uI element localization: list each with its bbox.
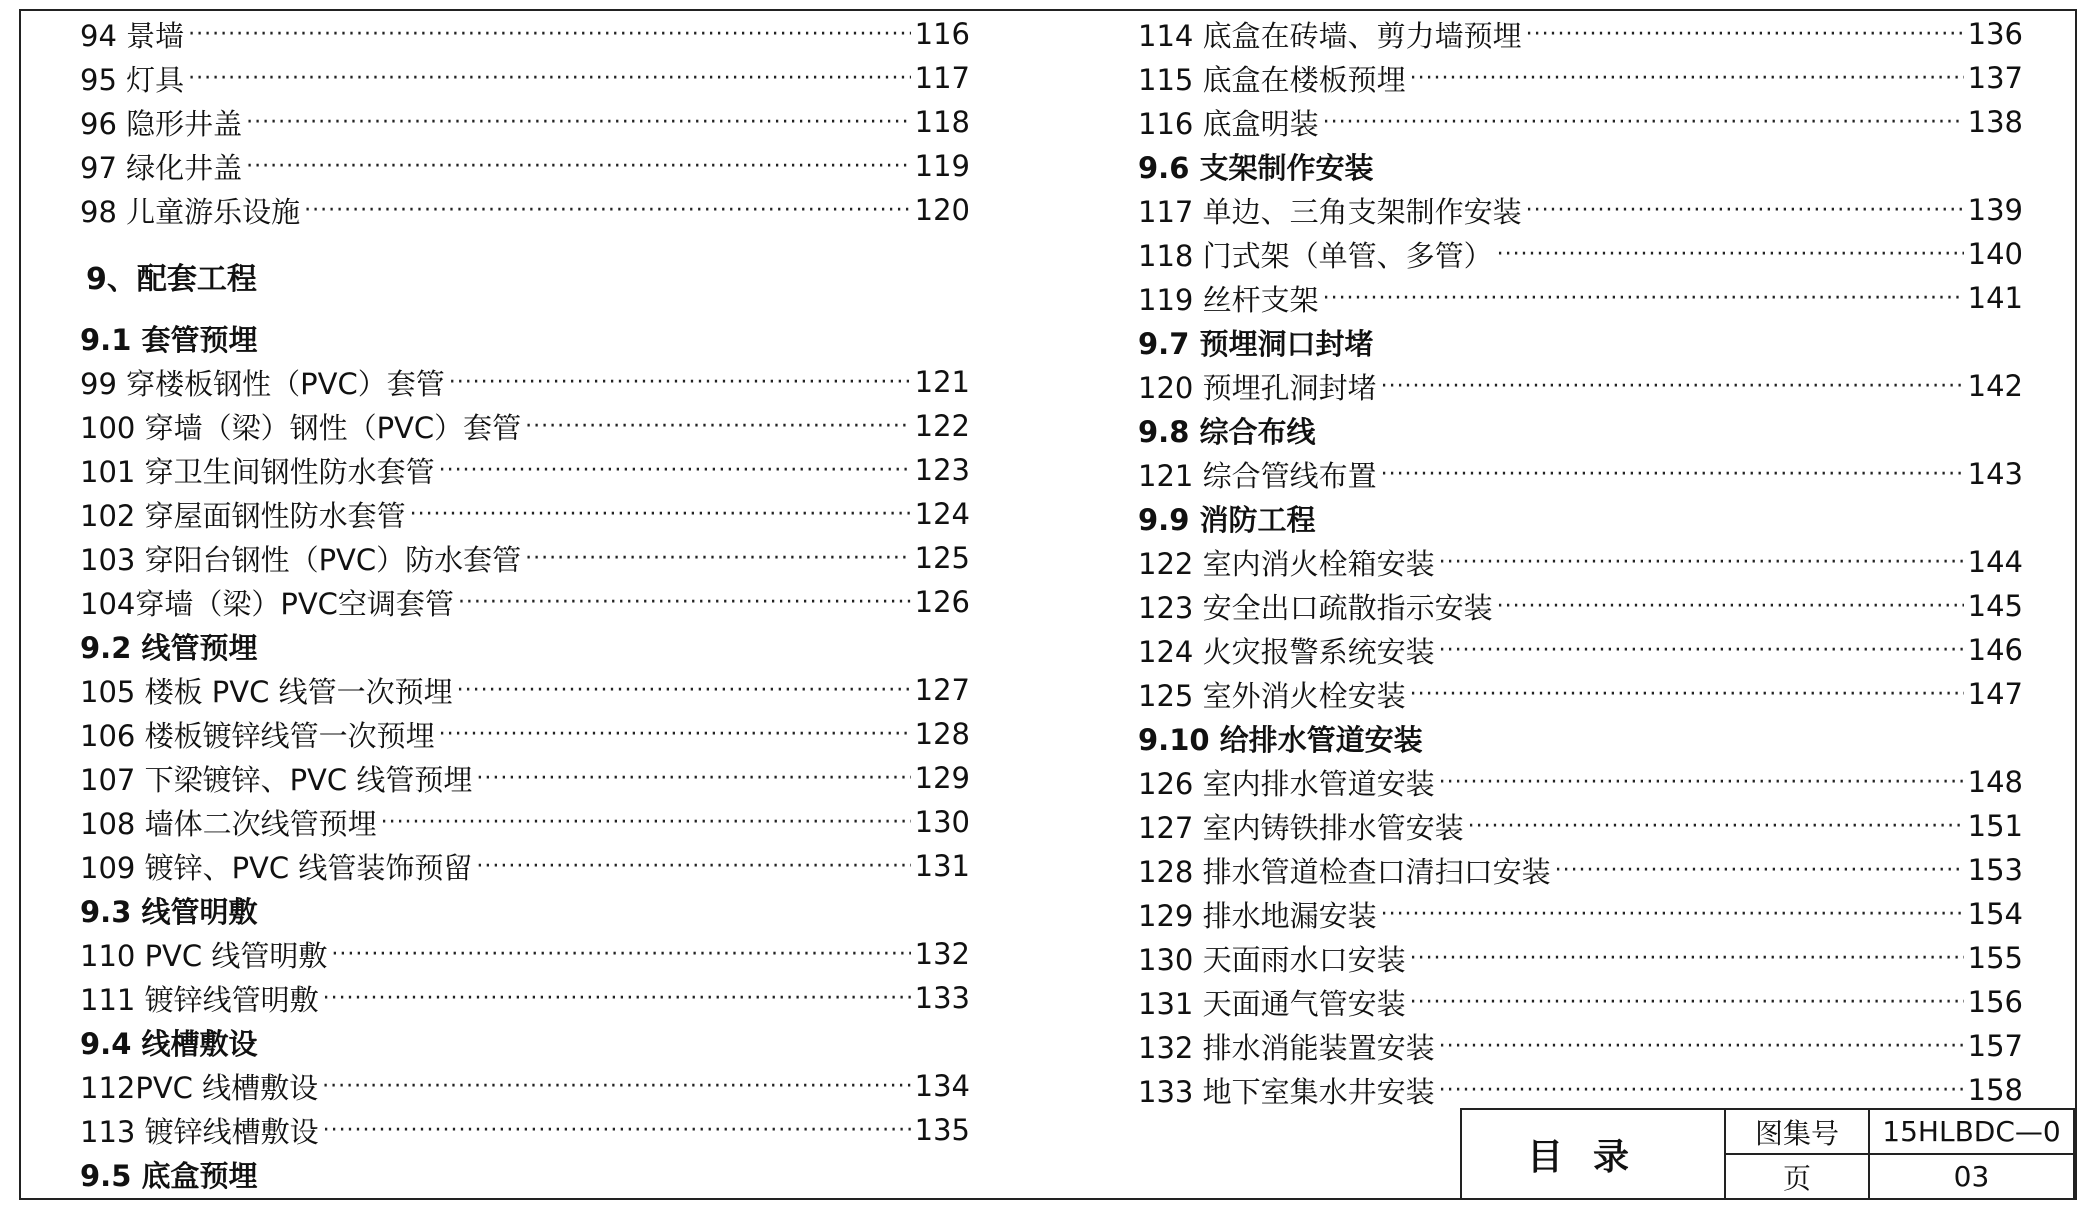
toc-leader-dots — [458, 590, 911, 615]
toc-entry-title: 108 墙体二次线管预埋 — [80, 806, 377, 841]
toc-entry[interactable] — [80, 1110, 970, 1150]
toc-entry-page: 119 — [914, 149, 970, 183]
toc-leader-dots — [1439, 638, 1964, 663]
toc-entry-title: 115 底盒在楼板预埋 — [1138, 62, 1406, 97]
toc-entry-page: 158 — [1967, 1073, 2023, 1107]
toc-entry-page: 132 — [914, 937, 970, 971]
toc-leader-dots — [304, 198, 911, 223]
toc-leader-dots — [1526, 22, 1964, 47]
toc-leader-dots — [525, 414, 910, 439]
toc-leader-dots — [1410, 990, 1964, 1015]
toc-entry-title: 104穿墙（梁）PVC空调套管 — [80, 586, 454, 621]
toc-leader-dots — [525, 546, 910, 571]
toc-entry-page: 129 — [914, 761, 970, 795]
toc-leader-dots — [188, 22, 911, 47]
toc-entry-title: 126 室内排水管道安装 — [1138, 766, 1435, 801]
chapter-heading: 9、配套工程 — [86, 262, 257, 297]
toc-entry-title: 110 PVC 线管明敷 — [80, 938, 328, 973]
toc-entry-title: 113 镀锌线槽敷设 — [80, 1114, 319, 1149]
toc-leader-dots — [457, 678, 911, 703]
toc-entry-title: 105 楼板 PVC 线管一次预埋 — [80, 674, 453, 709]
toc-entry-page: 145 — [1967, 589, 2023, 623]
toc-entry[interactable] — [80, 190, 970, 230]
toc-entry-title: 123 安全出口疏散指示安装 — [1138, 590, 1493, 625]
toc-entry[interactable] — [1138, 630, 2023, 670]
toc-entry-page: 136 — [1967, 17, 2023, 51]
page-label: 页 — [1725, 1154, 1869, 1199]
toc-entry-page: 134 — [914, 1069, 970, 1103]
toc-entry[interactable] — [1138, 1026, 2023, 1066]
toc-entry[interactable] — [1138, 850, 2023, 890]
toc-leader-dots — [246, 110, 911, 135]
title-block-title: 目录 — [1461, 1109, 1725, 1199]
toc-entry-title: 101 穿卫生间钢性防水套管 — [80, 454, 435, 489]
toc-entry-page: 124 — [914, 497, 970, 531]
toc-leader-dots — [1439, 550, 1964, 575]
toc-entry[interactable] — [1138, 938, 2023, 978]
toc-entry[interactable] — [80, 362, 970, 402]
toc-entry[interactable] — [80, 14, 970, 54]
toc-entry[interactable] — [1138, 58, 2023, 98]
toc-entry-page: 141 — [1967, 281, 2023, 315]
toc-entry-page: 151 — [1967, 809, 2023, 843]
toc-entry-title: 96 隐形井盖 — [80, 106, 243, 141]
toc-entry-page: 155 — [1967, 941, 2023, 975]
toc-leader-dots — [439, 722, 911, 747]
toc-entry-title: 129 排水地漏安装 — [1138, 898, 1377, 933]
toc-entry[interactable] — [1138, 234, 2023, 274]
toc-entry-page: 122 — [914, 409, 970, 443]
toc-entry-page: 123 — [914, 453, 970, 487]
toc-entry-title: 102 穿屋面钢性防水套管 — [80, 498, 406, 533]
toc-entry[interactable] — [1138, 674, 2023, 714]
toc-leader-dots — [1381, 902, 1964, 927]
toc-entry-title: 127 室内铸铁排水管安装 — [1138, 810, 1464, 845]
toc-entry[interactable] — [80, 450, 970, 490]
section-heading: 9.1 套管预埋 — [80, 322, 258, 357]
toc-entry-title: 103 穿阳台钢性（PVC）防水套管 — [80, 542, 522, 577]
atlas-number-label: 图集号 — [1725, 1109, 1869, 1154]
toc-entry-title: 95 灯具 — [80, 62, 185, 97]
toc-entry[interactable] — [80, 582, 970, 622]
toc-leader-dots — [188, 66, 911, 91]
toc-entry[interactable] — [80, 802, 970, 842]
toc-entry-title: 121 综合管线布置 — [1138, 458, 1377, 493]
toc-entry-page: 125 — [914, 541, 970, 575]
section-heading: 9.3 线管明敷 — [80, 894, 258, 929]
toc-entry-page: 147 — [1967, 677, 2023, 711]
section-heading: 9.9 消防工程 — [1138, 502, 1316, 537]
title-block — [1460, 1108, 2075, 1200]
toc-leader-dots — [410, 502, 911, 527]
toc-entry[interactable] — [1138, 542, 2023, 582]
toc-entry-title: 130 天面雨水口安装 — [1138, 942, 1406, 977]
toc-entry[interactable] — [80, 102, 970, 142]
section-heading: 9.5 底盒预埋 — [80, 1158, 258, 1193]
toc-entry-title: 98 儿童游乐设施 — [80, 194, 301, 229]
toc-entry[interactable] — [1138, 278, 2023, 318]
toc-leader-dots — [246, 154, 911, 179]
toc-entry-page: 130 — [914, 805, 970, 839]
toc-entry-page: 118 — [914, 105, 970, 139]
toc-entry-title: 133 地下室集水井安装 — [1138, 1074, 1435, 1109]
toc-entry-page: 157 — [1967, 1029, 2023, 1063]
toc-entry-title: 131 天面通气管安装 — [1138, 986, 1406, 1021]
toc-leader-dots — [1497, 242, 1964, 267]
toc-entry-title: 128 排水管道检查口清扫口安装 — [1138, 854, 1551, 889]
toc-leader-dots — [322, 1074, 910, 1099]
toc-entry-title: 107 下梁镀锌、PVC 线管预埋 — [80, 762, 473, 797]
toc-leader-dots — [1381, 374, 1964, 399]
toc-leader-dots — [1526, 198, 1964, 223]
toc-entry-page: 138 — [1967, 105, 2023, 139]
toc-entry[interactable] — [1138, 366, 2023, 406]
section-heading: 9.6 支架制作安装 — [1138, 150, 1374, 185]
toc-entry-title: 119 丝杆支架 — [1138, 282, 1319, 317]
toc-entry-page: 116 — [914, 17, 970, 51]
toc-leader-dots — [1410, 682, 1964, 707]
toc-entry-title: 132 排水消能装置安装 — [1138, 1030, 1435, 1065]
toc-entry[interactable] — [80, 934, 970, 974]
toc-entry[interactable] — [80, 846, 970, 886]
section-heading: 9.7 预埋洞口封堵 — [1138, 326, 1374, 361]
toc-entry-title: 118 门式架（单管、多管） — [1138, 238, 1493, 273]
toc-leader-dots — [1497, 594, 1964, 619]
page-number-value: 03 — [1869, 1154, 2074, 1199]
toc-entry[interactable] — [80, 670, 970, 710]
toc-entry-page: 142 — [1967, 369, 2023, 403]
toc-entry[interactable] — [1138, 762, 2023, 802]
toc-entry-title: 122 室内消火栓箱安装 — [1138, 546, 1435, 581]
toc-leader-dots — [1323, 286, 1964, 311]
toc-entry-title: 100 穿墙（梁）钢性（PVC）套管 — [80, 410, 522, 445]
toc-entry-page: 131 — [914, 849, 970, 883]
toc-entry[interactable] — [1138, 586, 2023, 626]
toc-entry-page: 146 — [1967, 633, 2023, 667]
toc-entry-title: 94 景墙 — [80, 18, 185, 53]
toc-entry[interactable] — [1138, 982, 2023, 1022]
section-heading: 9.10 给排水管道安装 — [1138, 722, 1423, 757]
toc-entry-page: 137 — [1967, 61, 2023, 95]
toc-leader-dots — [331, 942, 910, 967]
toc-entry[interactable] — [80, 758, 970, 798]
toc-leader-dots — [1468, 814, 1964, 839]
toc-entry[interactable] — [80, 978, 970, 1018]
toc-entry-page: 143 — [1967, 457, 2023, 491]
toc-entry-title: 124 火灾报警系统安装 — [1138, 634, 1435, 669]
toc-entry[interactable] — [80, 494, 970, 534]
toc-entry-page: 133 — [914, 981, 970, 1015]
toc-entry-title: 106 楼板镀锌线管一次预埋 — [80, 718, 435, 753]
toc-leader-dots — [1410, 66, 1964, 91]
toc-entry-title: 114 底盒在砖墙、剪力墙预埋 — [1138, 18, 1522, 53]
section-heading: 9.8 综合布线 — [1138, 414, 1316, 449]
toc-entry-page: 127 — [914, 673, 970, 707]
toc-entry-title: 120 预埋孔洞封堵 — [1138, 370, 1377, 405]
toc-entry[interactable] — [1138, 190, 2023, 230]
toc-entry-page: 117 — [914, 61, 970, 95]
toc-entry-page: 156 — [1967, 985, 2023, 1019]
toc-entry[interactable] — [1138, 1070, 2023, 1110]
toc-leader-dots — [1439, 1078, 1964, 1103]
toc-entry[interactable] — [1138, 102, 2023, 142]
toc-entry-title: 125 室外消火栓安装 — [1138, 678, 1406, 713]
toc-entry-title: 112PVC 线槽敷设 — [80, 1070, 319, 1105]
toc-entry-page: 121 — [914, 365, 970, 399]
toc-entry[interactable] — [1138, 806, 2023, 846]
toc-entry-title: 99 穿楼板钢性（PVC）套管 — [80, 366, 445, 401]
toc-leader-dots — [439, 458, 911, 483]
toc-entry-page: 120 — [914, 193, 970, 227]
toc-entry-page: 128 — [914, 717, 970, 751]
toc-entry[interactable] — [80, 714, 970, 754]
toc-leader-dots — [1555, 858, 1964, 883]
toc-entry[interactable] — [80, 538, 970, 578]
toc-entry-title: 109 镀锌、PVC 线管装饰预留 — [80, 850, 473, 885]
toc-entry-title: 97 绿化井盖 — [80, 150, 243, 185]
section-heading: 9.2 线管预埋 — [80, 630, 258, 665]
toc-leader-dots — [323, 1118, 911, 1143]
toc-leader-dots — [1381, 462, 1964, 487]
toc-entry-page: 139 — [1967, 193, 2023, 227]
toc-leader-dots — [323, 986, 911, 1011]
section-heading: 9.4 线槽敷设 — [80, 1026, 258, 1061]
toc-entry-page: 144 — [1967, 545, 2023, 579]
toc-entry-title: 116 底盒明装 — [1138, 106, 1319, 141]
toc-entry[interactable] — [1138, 454, 2023, 494]
toc-leader-dots — [476, 854, 910, 879]
toc-entry[interactable] — [80, 1066, 970, 1106]
toc-entry-title: 117 单边、三角支架制作安装 — [1138, 194, 1522, 229]
toc-entry-page: 126 — [914, 585, 970, 619]
atlas-number-value: 15HLBDC—0 — [1869, 1109, 2074, 1154]
toc-entry[interactable] — [1138, 14, 2023, 54]
toc-entry-title: 111 镀锌线管明敷 — [80, 982, 319, 1017]
toc-entry[interactable] — [1138, 894, 2023, 934]
toc-entry[interactable] — [80, 58, 970, 98]
toc-entry-page: 153 — [1967, 853, 2023, 887]
toc-leader-dots — [449, 370, 911, 395]
toc-entry[interactable] — [80, 146, 970, 186]
toc-leader-dots — [381, 810, 911, 835]
toc-entry[interactable] — [80, 406, 970, 446]
toc-leader-dots — [476, 766, 910, 791]
toc-entry-page: 140 — [1967, 237, 2023, 271]
toc-entry-page: 154 — [1967, 897, 2023, 931]
toc-leader-dots — [1410, 946, 1964, 971]
toc-entry-page: 148 — [1967, 765, 2023, 799]
toc-leader-dots — [1323, 110, 1964, 135]
toc-leader-dots — [1439, 770, 1964, 795]
toc-entry-page: 135 — [914, 1113, 970, 1147]
toc-leader-dots — [1439, 1034, 1964, 1059]
